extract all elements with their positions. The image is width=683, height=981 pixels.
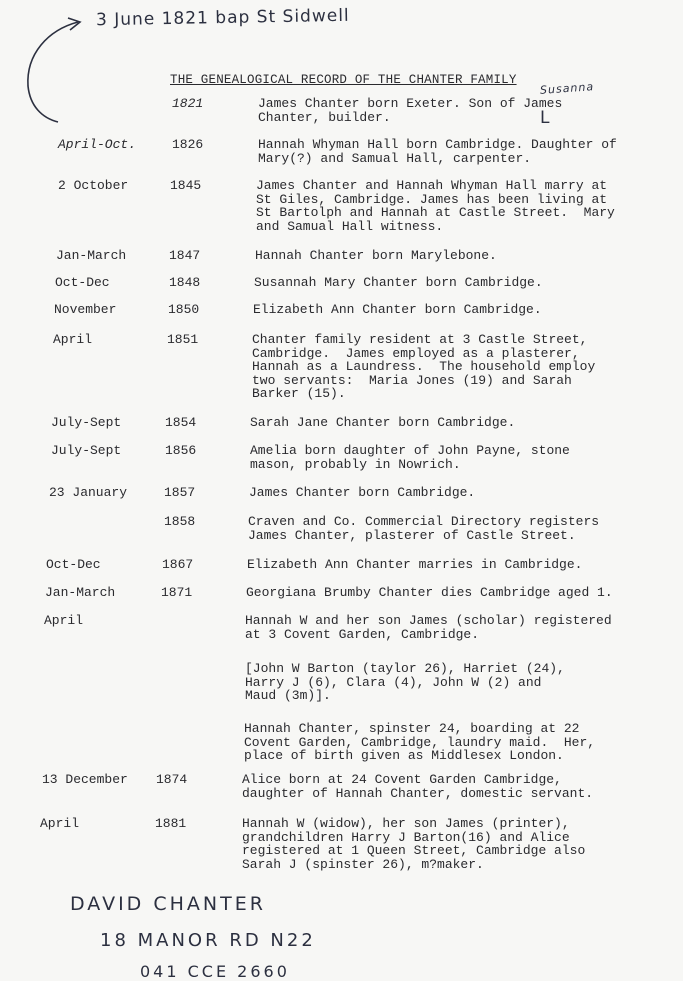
entry-date: 23 January xyxy=(49,485,128,500)
entry-year: 1881 xyxy=(155,816,187,831)
handwritten-phone: 041 CCE 2660 xyxy=(140,962,290,981)
entry-text: Hannah W and her son James (scholar) registered at 3 Covent Garden, Cambridge. xyxy=(245,613,612,642)
entry-text: Hannah Chanter, spinster 24, boarding at 22 Covent Garden, Cambridge, laundry maid. Her, place of birth given as Middlesex London. xyxy=(244,721,596,763)
entry-text: Hannah Chanter born Marylebone. xyxy=(255,248,497,263)
handwritten-name: DAVID CHANTER xyxy=(70,893,266,915)
entry-text: James Chanter and Hannah Whyman Hall marry at St Giles, Cambridge. James has been living at St Bartolph and Hannah at Castle Street. Mary and Samual Hall witness. xyxy=(256,178,615,234)
entry-date: Jan-March xyxy=(45,585,116,600)
entry-text: Hannah W (widow), her son James (printer), grandchildren Harry J Barton(16) and Alice registered at 1 Queen Street, Cambridge also Sarah J (spinster 26), m?maker. xyxy=(242,816,586,872)
entry-year: 1847 xyxy=(169,248,201,263)
entry-text: Susannah Mary Chanter born Cambridge. xyxy=(254,275,543,290)
entry-date: April-Oct. xyxy=(58,137,137,152)
entry-text: Elizabeth Ann Chanter born Cambridge. xyxy=(253,302,542,317)
entry-text: Georgiana Brumby Chanter dies Cambridge aged 1. xyxy=(246,585,613,600)
entry-year: 1850 xyxy=(168,302,200,317)
entry-text: James Chanter born Cambridge. xyxy=(249,485,476,500)
entry-year: 1821 xyxy=(172,96,204,111)
entry-date: April xyxy=(44,613,84,628)
entry-text: Hannah Whyman Hall born Cambridge. Daughter of Mary(?) and Samual Hall, carpenter. xyxy=(258,137,617,166)
entry-year: 1851 xyxy=(167,332,199,347)
document-title: THE GENEALOGICAL RECORD OF THE CHANTER FAMILY xyxy=(170,73,517,87)
entry-year: 1857 xyxy=(164,485,196,500)
entry-text: Craven and Co. Commercial Directory registers James Chanter, plasterer of Castle Street. xyxy=(248,514,600,543)
handwritten-address: 18 MANOR RD N22 xyxy=(100,930,316,951)
entry-text: Elizabeth Ann Chanter marries in Cambridge. xyxy=(247,557,583,572)
entry-text: Amelia born daughter of John Payne, stone mason, probably in Nowrich. xyxy=(250,443,570,472)
handwritten-margin-note: Susanna xyxy=(539,80,595,97)
entry-year: 1858 xyxy=(164,514,196,529)
entry-date: April xyxy=(53,332,93,347)
entry-date: July-Sept xyxy=(51,415,122,430)
entry-text: Alice born at 24 Covent Garden Cambridge, daughter of Hannah Chanter, domestic servant. xyxy=(242,772,594,801)
entry-year: 1867 xyxy=(162,557,194,572)
entry-date: November xyxy=(54,302,117,317)
entry-date: July-Sept xyxy=(51,443,122,458)
entry-date: 13 December xyxy=(42,772,128,787)
entry-text: [John W Barton (taylor 26), Harriet (24), Harry J (6), Clara (4), John W (2) and Maud (3m)]. xyxy=(245,661,565,703)
entry-year: 1856 xyxy=(165,443,197,458)
entry-date: Oct-Dec xyxy=(55,275,110,290)
entry-year: 1845 xyxy=(170,178,202,193)
entry-year: 1871 xyxy=(161,585,193,600)
entry-year: 1848 xyxy=(169,275,201,290)
handwritten-margin-mark: L xyxy=(540,108,551,128)
entry-text: James Chanter born Exeter. Son of James Chanter, builder. xyxy=(258,96,563,125)
entry-date: Oct-Dec xyxy=(46,557,101,572)
entry-year: 1826 xyxy=(172,137,204,152)
entry-date: April xyxy=(40,816,80,831)
handwritten-arrow xyxy=(18,14,88,129)
entry-text: Chanter family resident at 3 Castle Street, Cambridge. James employed as a plasterer, Hannah as a Laundress. The household employ two servants: Maria Jones (19) and Sarah Barker (15). xyxy=(252,332,596,401)
entry-text: Sarah Jane Chanter born Cambridge. xyxy=(250,415,516,430)
entry-year: 1874 xyxy=(156,772,188,787)
entry-date: 2 October xyxy=(58,178,129,193)
handwritten-baptism-note: 3 June 1821 bap St Sidwell xyxy=(95,5,350,31)
entry-date: Jan-March xyxy=(56,248,127,263)
entry-year: 1854 xyxy=(165,415,197,430)
